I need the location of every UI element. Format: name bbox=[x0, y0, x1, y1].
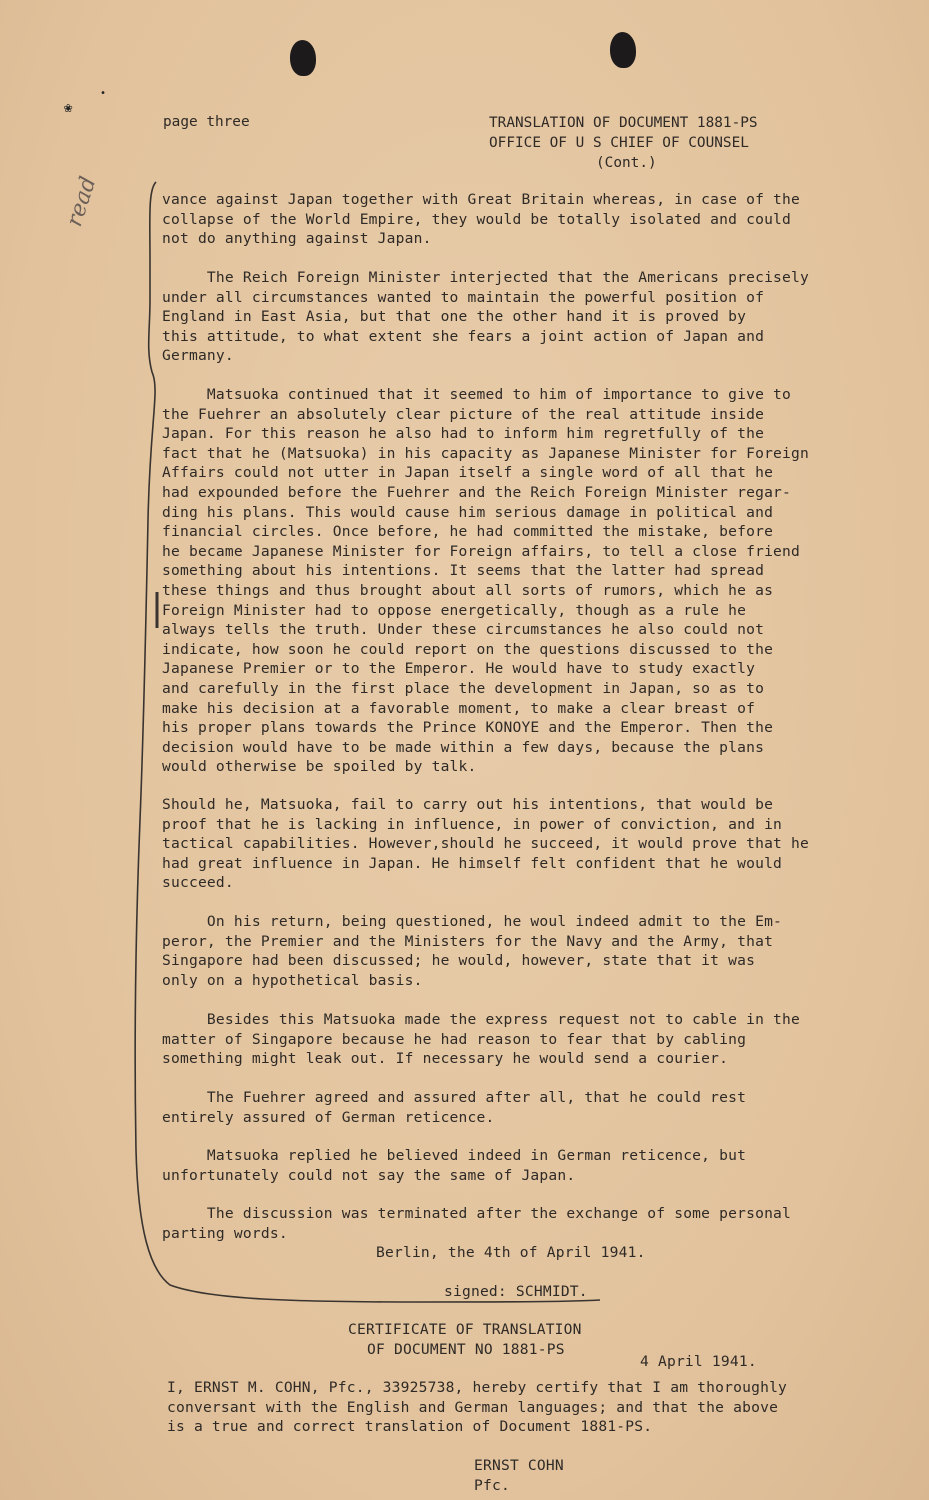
signed-line: signed: SCHMIDT. bbox=[444, 1283, 588, 1300]
paragraph-3: Matsuoka continued that it seemed to him of importance to give to the Fuehrer an absolutely clear picture of the real attitude inside Japan. For this reason he also had to inform him regretfully of the fact that he (Matsuoka) in his capacity as Japanese Minister for Foreign Affairs could not utter in Japan itself a single word of all that he had expounded before the Fuehrer and the Reich Foreign Minister regar- ding his plans. This would cause him serious damage in political and financial circles. Once before, he had committed the mistake, before he became Japanese Minister for Foreign affairs, to tell a close friend something about his intentions. It seems that the latter had spread these things and thus brought about all sorts of rumors, which he as Foreign Minister had to oppose energetically, though as a rule he always tells the truth. Under these circumstances he also could not indicate, how soon he could report on the questions discussed to the Japanese Premier or to the Emperor. He would have to study exactly and carefully in the first place the development in Japan, so as to make his decision at a favorable moment, to make a clear breast of his proper plans towards the Prince KONOYE and the Emperor. Then the decision would have to be made within a few days, because the plans would otherwise be spoiled by talk. bbox=[162, 386, 810, 776]
paragraph-4: Should he, Matsuoka, fail to carry out his intentions, that would be proof that he is lacking in influence, in power of conviction, and in tactical capabilities. However,should he succeed, it would prove that he had great influence in Japan. He himself felt confident that he would succeed. bbox=[162, 796, 810, 892]
translator-name: ERNST COHN bbox=[474, 1457, 564, 1474]
ink-mark: ❀ bbox=[64, 100, 73, 116]
paragraph-5: On his return, being questioned, he woul indeed admit to the Em- peror, the Premier and the Ministers for the Navy and the Army, that Singapore had been discussed; he would, however, state that it was only on a hypothetical basis. bbox=[162, 913, 783, 989]
paragraph-1: vance against Japan together with Great Britain whereas, in case of the collapse of the World Empire, they would be totally isolated and could not do anything against Japan. bbox=[162, 191, 801, 248]
certificate-text: I, ERNST M. COHN, Pfc., 33925738, hereby certify that I am thoroughly conversant with the English and German languages; and that the above is a true and correct translation of Document 1881-PS. bbox=[167, 1379, 788, 1436]
paragraph-6: Besides this Matsuoka made the express request not to cable in the matter of Singapore because he had reason to fear that by cabling something might leak out. If necessary he would send a courier. bbox=[162, 1011, 801, 1068]
punch-hole-right bbox=[610, 32, 636, 68]
doc-title-cont: (Cont.) bbox=[596, 155, 657, 171]
certificate-date: 4 April 1941. bbox=[640, 1353, 757, 1370]
doc-title-line2: OFFICE OF U S CHIEF OF COUNSEL bbox=[489, 135, 749, 151]
ink-mark: • bbox=[100, 88, 107, 99]
translator-rank: Pfc. bbox=[474, 1477, 510, 1494]
page-label: page three bbox=[163, 114, 250, 130]
paragraph-8: Matsuoka replied he believed indeed in German reticence, but unfortunately could not say the same of Japan. bbox=[162, 1147, 747, 1184]
certificate-title-line2: OF DOCUMENT NO 1881-PS bbox=[367, 1341, 565, 1358]
certificate-title-line1: CERTIFICATE OF TRANSLATION bbox=[348, 1321, 582, 1338]
punch-hole-left bbox=[290, 40, 316, 76]
paragraph-2: The Reich Foreign Minister interjected that the Americans precisely under all circumstances wanted to maintain the powerful position of England in East Asia, but that one the other hand it is proved by this attitude, to what extent she fears a joint action of Japan and Germany. bbox=[162, 269, 810, 365]
place-date: Berlin, the 4th of April 1941. bbox=[376, 1244, 646, 1261]
doc-title-line1: TRANSLATION OF DOCUMENT 1881-PS bbox=[489, 115, 758, 131]
paragraph-9: The discussion was terminated after the exchange of some personal parting words. bbox=[162, 1205, 792, 1242]
margin-note: read bbox=[62, 173, 102, 230]
paragraph-7: The Fuehrer agreed and assured after all, that he could rest entirely assured of German reticence. bbox=[162, 1089, 747, 1126]
